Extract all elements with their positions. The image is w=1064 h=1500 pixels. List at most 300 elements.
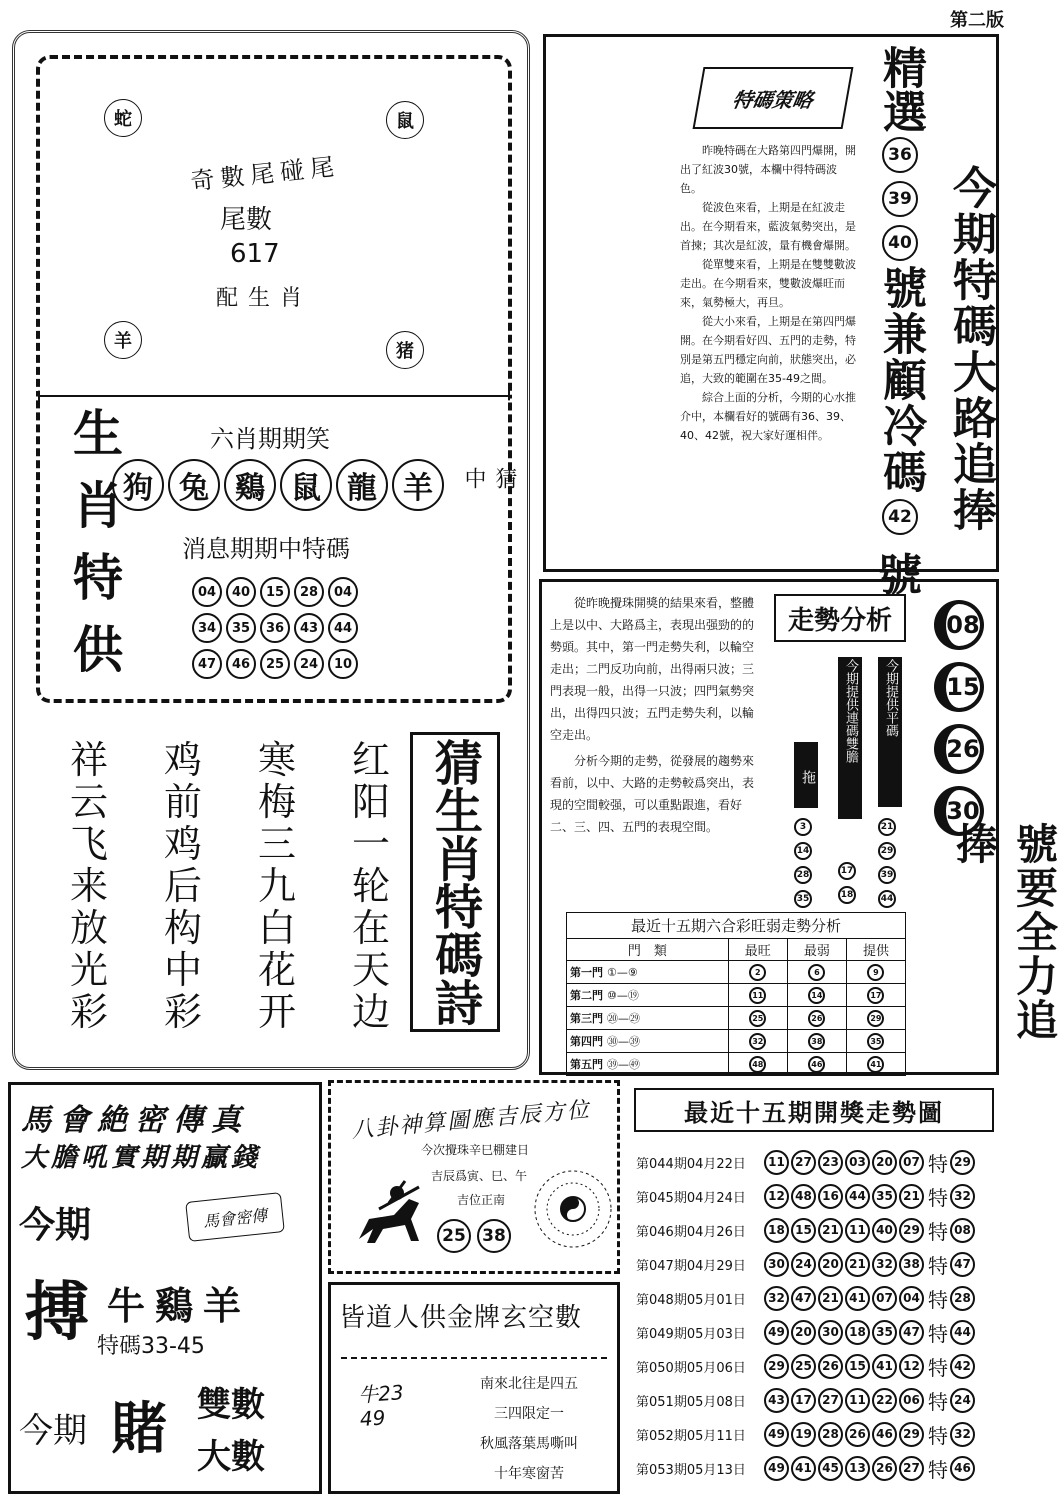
- table-row: [567, 984, 906, 1007]
- tail-label: 尾數: [220, 205, 273, 235]
- draw-number: 06: [899, 1388, 924, 1413]
- horse-panel: [8, 1082, 322, 1494]
- min-cell: [787, 1053, 846, 1076]
- bagua-numbers: [437, 1219, 511, 1253]
- poem-char: 彩: [163, 990, 202, 1034]
- draw-label: 第052期05月11日: [636, 1428, 746, 1444]
- poem-char: 轮: [351, 864, 390, 908]
- draw-special-number: 42: [950, 1354, 975, 1379]
- special-number: 35: [226, 613, 256, 643]
- door-cell: [567, 1030, 729, 1053]
- poem-char: 后: [163, 864, 202, 908]
- draw-number: 32: [872, 1252, 897, 1277]
- horse-title: 馬會絶密傳真: [21, 1103, 249, 1138]
- door-range: ㉚—㊴: [607, 1035, 640, 1048]
- draw-number: 11: [845, 1218, 870, 1243]
- pick-column: [874, 45, 926, 603]
- draw-number: 41: [845, 1286, 870, 1311]
- draw-number: 11: [845, 1388, 870, 1413]
- gold-panel: [328, 1282, 620, 1494]
- special-number-grid: [192, 577, 358, 679]
- draw-number: 47: [899, 1320, 924, 1345]
- draw-special-number: 29: [950, 1150, 975, 1175]
- horse-stamp: 馬會密傳: [185, 1192, 285, 1242]
- door-cell: [567, 984, 729, 1007]
- pick-suffix: 號: [878, 550, 922, 601]
- draw-number: 49: [764, 1456, 789, 1481]
- big-number-circle: 08: [934, 600, 984, 650]
- special-number: 40: [226, 577, 256, 607]
- table-row: [567, 1030, 906, 1053]
- draw-number: 29: [899, 1422, 924, 1447]
- max-number: 11: [749, 987, 766, 1004]
- draw-row: [636, 1386, 1004, 1414]
- poem-char: 云: [70, 780, 109, 824]
- bagua-diagram-icon: [531, 1167, 615, 1251]
- snake-badge: 蛇: [104, 99, 142, 137]
- special-label: 特: [928, 1355, 948, 1380]
- draw-number: 20: [791, 1320, 816, 1345]
- small-number-circle: 3: [794, 818, 812, 836]
- special-label: 特: [928, 1219, 948, 1244]
- draw-row: [636, 1454, 1004, 1482]
- pick-number: 39: [882, 181, 918, 217]
- du-char: 賭: [111, 1396, 167, 1462]
- poem-title: 猜生肖特碼詩: [410, 732, 500, 1032]
- draw-label: 第048期05月01日: [636, 1292, 746, 1308]
- draw-number: 04: [899, 1286, 924, 1311]
- rat-badge: 鼠: [386, 101, 424, 139]
- table-row: [567, 961, 906, 984]
- poem-column: [258, 740, 296, 1040]
- bagua-title: 八卦神算圖應吉辰方位: [350, 1097, 592, 1144]
- draw-number: 27: [899, 1456, 924, 1481]
- poem-char: 边: [351, 990, 390, 1034]
- tema-range: 特碼33-45: [97, 1334, 205, 1359]
- poem-column: [352, 740, 390, 1040]
- special-label: 特: [928, 1321, 948, 1346]
- door-name: 第三門: [570, 1012, 603, 1025]
- draw-row: [636, 1318, 1004, 1346]
- draw-label: 第046期04月26日: [636, 1224, 746, 1240]
- table-header: 最弱: [787, 939, 846, 961]
- draw-number: 25: [791, 1354, 816, 1379]
- lianma-header: 今期提供連碼雙膽: [838, 657, 862, 819]
- draw-number: 47: [791, 1286, 816, 1311]
- horse-rider-icon: [349, 1169, 439, 1259]
- draw-number: 29: [764, 1354, 789, 1379]
- poem-char: 天: [351, 948, 390, 992]
- draw-number: 35: [872, 1320, 897, 1345]
- draw-number: 20: [818, 1252, 843, 1277]
- gold-title: 皆道人供金牌玄空數: [339, 1303, 583, 1333]
- min-number: 46: [808, 1056, 825, 1073]
- table-header: 提供: [846, 939, 905, 961]
- table-header: 最旺: [728, 939, 787, 961]
- draw-number: 12: [899, 1354, 924, 1379]
- draw-special-number: 28: [950, 1286, 975, 1311]
- special-number: 47: [192, 649, 222, 679]
- special-number: 44: [328, 613, 358, 643]
- jinqi-label: 今期: [19, 1205, 92, 1246]
- bagua-panel: [328, 1080, 620, 1274]
- draw-label: 第045期04月24日: [636, 1190, 746, 1206]
- draw-number: 24: [791, 1252, 816, 1277]
- offer-cell: [846, 1053, 905, 1076]
- draw-number: 03: [845, 1150, 870, 1175]
- bagua-number: 25: [437, 1219, 471, 1253]
- bo-items: 牛鷄羊: [107, 1284, 252, 1328]
- max-cell: [728, 1030, 787, 1053]
- small-number-circle: 29: [878, 842, 896, 860]
- strategy-text: [680, 141, 856, 445]
- match-label: 配生肖: [216, 286, 313, 311]
- min-number: 26: [808, 1010, 825, 1027]
- min-cell: [787, 1030, 846, 1053]
- draw-number: 20: [872, 1150, 897, 1175]
- poem-char: 中: [163, 948, 202, 992]
- draw-number: 21: [845, 1252, 870, 1277]
- special-number: 04: [328, 577, 358, 607]
- special-label: 特: [928, 1253, 948, 1278]
- draw-label: 第049期05月03日: [636, 1326, 746, 1342]
- poem-char: 鸡: [163, 738, 202, 782]
- min-number: 38: [808, 1033, 825, 1050]
- poem-column: [164, 740, 202, 1040]
- door-range: ①—⑨: [607, 966, 638, 979]
- max-number: 2: [749, 964, 766, 981]
- max-cell: [728, 1053, 787, 1076]
- draw-number: 15: [845, 1354, 870, 1379]
- strategy-paragraph: 從單雙來看，上期是在雙雙數波走出。在今期看來，雙數波爆旺而來，氣勢極大，再旦。: [680, 258, 856, 309]
- pingma-numbers: [878, 818, 896, 908]
- door-cell: [567, 961, 729, 984]
- draw-number: 23: [818, 1150, 843, 1175]
- draws-list: [636, 1148, 1004, 1482]
- max-number: 32: [749, 1033, 766, 1050]
- draws-panel: [628, 1082, 1004, 1494]
- door-name: 第四門: [570, 1035, 603, 1048]
- pick-number: 42: [882, 499, 918, 535]
- strategy-paragraph: 昨晚特碼在大路第四門爆開，開出了紅波30號，本欄中得特碼波色。: [680, 144, 856, 195]
- strategy-paragraph: 從大小來看，上期是在第四門爆開。在今期看好四、五門的走勢，特別是第五門穩定向前，狀態突出，必追，大致的範圍在35-49之間。: [680, 315, 856, 385]
- draw-number: 26: [845, 1422, 870, 1447]
- max-cell: [728, 961, 787, 984]
- poem-char: 构: [163, 906, 202, 950]
- draws-title: 最近十五期開獎走勢圖: [634, 1088, 994, 1132]
- poem-column: [70, 740, 108, 1040]
- bagua-line2: 吉辰爲寅、巳、午: [431, 1169, 528, 1183]
- strategy-panel: [543, 34, 999, 601]
- draw-number: 19: [791, 1422, 816, 1447]
- zodiac-poem: [70, 740, 390, 1040]
- poem-char: 三: [257, 822, 296, 866]
- poem-char: 前: [163, 780, 202, 824]
- strength-table: [566, 912, 906, 1076]
- offer-cell: [846, 984, 905, 1007]
- draw-special-number: 24: [950, 1388, 975, 1413]
- door-cell: [567, 1053, 729, 1076]
- special-number: 28: [294, 577, 324, 607]
- strategy-logo: 特碼策略: [730, 87, 815, 112]
- draw-number: 26: [872, 1456, 897, 1481]
- draw-number: 21: [818, 1218, 843, 1243]
- draw-row: [636, 1352, 1004, 1380]
- pick-middle: 號兼顧冷碼: [875, 265, 926, 495]
- small-number-circle: 17: [838, 862, 856, 880]
- draw-number: 18: [845, 1320, 870, 1345]
- draw-label: 第050期05月06日: [636, 1360, 746, 1376]
- poem-char: 白: [257, 906, 296, 950]
- small-number-circle: 35: [794, 890, 812, 908]
- draw-row: [636, 1148, 1004, 1176]
- trend-text: [550, 592, 760, 842]
- offer-number: 29: [867, 1010, 884, 1027]
- poem-char: 飞: [70, 822, 109, 866]
- draw-number: 35: [872, 1184, 897, 1209]
- horse-subtitle: 大膽吼實期期贏錢: [21, 1143, 262, 1173]
- small-number-circle: 21: [878, 818, 896, 836]
- poem-char: 来: [70, 864, 109, 908]
- zodiac-circle: 鷄: [224, 459, 276, 511]
- draw-number: 38: [899, 1252, 924, 1277]
- door-name: 第五門: [570, 1058, 603, 1071]
- six-zodiac-row: [112, 459, 444, 511]
- zodiac-circle: 羊: [392, 459, 444, 511]
- draw-number: 43: [764, 1388, 789, 1413]
- max-number: 25: [749, 1010, 766, 1027]
- offer-number: 41: [867, 1056, 884, 1073]
- poem-char: 寒: [257, 738, 296, 782]
- special-number: 10: [328, 649, 358, 679]
- offer-number: 9: [867, 964, 884, 981]
- door-cell: [567, 1007, 729, 1030]
- trend-panel: [539, 579, 1059, 1075]
- draw-special-number: 32: [950, 1422, 975, 1447]
- offer-number: 17: [867, 987, 884, 1004]
- draw-number: 30: [764, 1252, 789, 1277]
- zodiac-circle: 龍: [336, 459, 388, 511]
- draw-number: 48: [791, 1184, 816, 1209]
- draw-row: [636, 1284, 1004, 1312]
- door-range: ⑳—㉙: [607, 1012, 640, 1025]
- draw-number: 28: [818, 1422, 843, 1447]
- draw-number: 07: [899, 1150, 924, 1175]
- draw-number: 21: [899, 1184, 924, 1209]
- draw-row: [636, 1216, 1004, 1244]
- bagua-line3: 吉位正南: [457, 1193, 506, 1207]
- max-cell: [728, 984, 787, 1007]
- odd-tail-title: 奇數尾碰尾: [189, 152, 342, 196]
- small-number-circle: 28: [794, 866, 812, 884]
- trend-title: 走勢分析: [774, 594, 906, 642]
- special-number: 04: [192, 577, 222, 607]
- special-number: 46: [226, 649, 256, 679]
- zodiac-circle: 狗: [112, 459, 164, 511]
- du-big: 大數: [197, 1437, 265, 1477]
- min-number: 6: [808, 964, 825, 981]
- draw-number: 13: [845, 1456, 870, 1481]
- min-cell: [787, 984, 846, 1007]
- big-numbers: [934, 600, 984, 836]
- min-cell: [787, 1007, 846, 1030]
- trend-paragraph: 從昨晚攪珠開獎的結果來看，整體上是以中、大路爲主，表現出强勁的的勢頭。其中，第一門走勢失利，以輪空走出；二門反功向前，出得兩只波；三門表現一般，出得一只波；四門氣勢突出，出得四只波；五門走勢失利，以輪空走出。: [550, 596, 755, 742]
- gold-poem-line: 十年寒窗苦: [494, 1466, 564, 1482]
- draw-number: 49: [764, 1320, 789, 1345]
- special-number: 43: [294, 613, 324, 643]
- table-title: 最近十五期六合彩旺弱走勢分析: [567, 913, 906, 939]
- gold-poem: [449, 1369, 609, 1489]
- guess-side-note: 猜中: [461, 467, 517, 569]
- table-row: [567, 1007, 906, 1030]
- small-number-circle: 18: [838, 886, 856, 904]
- poem-char: 在: [351, 906, 390, 950]
- draw-special-number: 08: [950, 1218, 975, 1243]
- door-name: 第一門: [570, 966, 603, 979]
- small-number-circle: 44: [878, 890, 896, 908]
- zodiac-circle: 鼠: [280, 459, 332, 511]
- max-cell: [728, 1007, 787, 1030]
- draw-number: 21: [818, 1286, 843, 1311]
- draw-number: 18: [764, 1218, 789, 1243]
- pick-prefix: 精選: [875, 45, 926, 133]
- draw-row: [636, 1250, 1004, 1278]
- special-label: 特: [928, 1457, 948, 1482]
- jinqi-label-2: 今期: [19, 1411, 87, 1451]
- goat-badge: 羊: [104, 321, 142, 359]
- draw-number: 17: [791, 1388, 816, 1413]
- special-label: 特: [928, 1287, 948, 1312]
- poem-char: 鸡: [163, 822, 202, 866]
- poem-char: 花: [257, 948, 296, 992]
- special-label: 特: [928, 1151, 948, 1176]
- draw-number: 49: [764, 1422, 789, 1447]
- draw-number: 41: [872, 1354, 897, 1379]
- strategy-paragraph: 綜合上面的分析，今期的心水推介中，本欄看好的號碼有36、39、40、42號，祝大家好運相伴。: [680, 391, 856, 442]
- pick-number: 36: [882, 137, 918, 173]
- draw-number: 29: [899, 1218, 924, 1243]
- strength-table-wrap: [566, 912, 906, 1076]
- zodiac-circle: 兔: [168, 459, 220, 511]
- draw-number: 27: [791, 1150, 816, 1175]
- poem-char: 开: [257, 990, 296, 1034]
- poem-char: 九: [257, 864, 296, 908]
- offer-number: 35: [867, 1033, 884, 1050]
- pig-badge: 猪: [386, 331, 424, 369]
- pick-number: 40: [882, 225, 918, 261]
- trend-side-title: 號要全力追捧: [950, 822, 1059, 1042]
- offer-cell: [846, 1030, 905, 1053]
- draw-number: 12: [764, 1184, 789, 1209]
- special-label: 特: [928, 1423, 948, 1448]
- big-number-circle: 30: [934, 786, 984, 836]
- gold-signature: 牛23 49: [357, 1380, 405, 1432]
- bagua-line1: 今次攪珠辛巳棚建日: [421, 1143, 530, 1157]
- six-zodiac-subtitle: 六肖期期笑: [210, 425, 330, 453]
- min-number: 14: [808, 987, 825, 1004]
- pingma-header: 今期提供平碼: [878, 657, 902, 807]
- poem-char: 放: [70, 906, 109, 950]
- door-range: ⑩—⑲: [607, 989, 639, 1002]
- special-number: 25: [260, 649, 290, 679]
- offer-cell: [846, 1007, 905, 1030]
- strategy-logo-box: [693, 67, 854, 129]
- special-number: 24: [294, 649, 324, 679]
- draw-number: 11: [764, 1150, 789, 1175]
- trend-paragraph: 分析今期的走勢，從發展的趨勢來看前，以中、大路的走勢較爲突出，表現的空間較强，可以重點跟進，看好二、三、四、五門的表現空間。: [550, 754, 755, 834]
- page-label: 第二版: [950, 10, 1004, 31]
- poem-char: 彩: [70, 990, 109, 1034]
- offer-cell: [846, 961, 905, 984]
- special-number: 34: [192, 613, 222, 643]
- draw-special-number: 44: [950, 1320, 975, 1345]
- poem-char: 阳: [351, 780, 390, 824]
- special-label: 特: [928, 1389, 948, 1414]
- poem-char: 梅: [257, 780, 296, 824]
- draw-label: 第047期04月29日: [636, 1258, 746, 1274]
- draw-special-number: 32: [950, 1184, 975, 1209]
- small-number-circle: 39: [878, 866, 896, 884]
- draw-label: 第051期05月08日: [636, 1394, 746, 1410]
- draw-number: 45: [818, 1456, 843, 1481]
- draw-number: 15: [791, 1218, 816, 1243]
- big-number-circle: 26: [934, 724, 984, 774]
- table-row: [567, 1053, 906, 1076]
- door-range: ㊴—㊾: [607, 1058, 640, 1071]
- odd-tail-panel: [36, 55, 512, 395]
- strategy-side-title: 今期特碼大路追捧: [945, 165, 996, 533]
- bo-char: 搏: [25, 1275, 89, 1350]
- du-double: 雙數: [197, 1385, 265, 1425]
- draw-row: [636, 1420, 1004, 1448]
- draw-number: 46: [872, 1422, 897, 1447]
- gold-divider: [341, 1357, 607, 1359]
- table-header: 門 類: [567, 939, 729, 961]
- min-cell: [787, 961, 846, 984]
- draw-number: 16: [818, 1184, 843, 1209]
- draw-number: 22: [872, 1388, 897, 1413]
- gold-poem-line: 三四限定一: [494, 1406, 564, 1422]
- draw-number: 32: [764, 1286, 789, 1311]
- special-label: 特: [928, 1185, 948, 1210]
- shengxiao-side-title: 生肖特供: [65, 407, 123, 695]
- draw-row: [636, 1182, 1004, 1210]
- draw-special-number: 47: [950, 1252, 975, 1277]
- tuo-numbers: [794, 818, 812, 908]
- poem-char: 光: [70, 948, 109, 992]
- draw-label: 第053期05月13日: [636, 1462, 746, 1478]
- gold-poem-line: 南來北往是四五: [480, 1376, 578, 1392]
- big-number-circle: 15: [934, 662, 984, 712]
- draw-number: 40: [872, 1218, 897, 1243]
- draw-number: 26: [818, 1354, 843, 1379]
- draw-number: 07: [872, 1286, 897, 1311]
- news-title: 消息期期中特碼: [182, 535, 350, 563]
- draw-label: 第044期04月22日: [636, 1156, 746, 1172]
- small-number-circle: 14: [794, 842, 812, 860]
- poem-char: 祥: [70, 738, 109, 782]
- draw-number: 41: [791, 1456, 816, 1481]
- door-name: 第二門: [570, 989, 603, 1002]
- tail-value: 617: [230, 239, 280, 269]
- shengxiao-panel: [36, 395, 517, 703]
- strategy-paragraph: 從波色來看，上期是在紅波走出。在今期看來，藍波氣勢突出，是首揀；其次是紅波，量有機會爆開。: [680, 201, 856, 252]
- poem-char: 一: [351, 822, 390, 866]
- poem-char: 红: [351, 738, 390, 782]
- lianma-numbers: [838, 862, 856, 904]
- draw-number: 30: [818, 1320, 843, 1345]
- special-number: 15: [260, 577, 290, 607]
